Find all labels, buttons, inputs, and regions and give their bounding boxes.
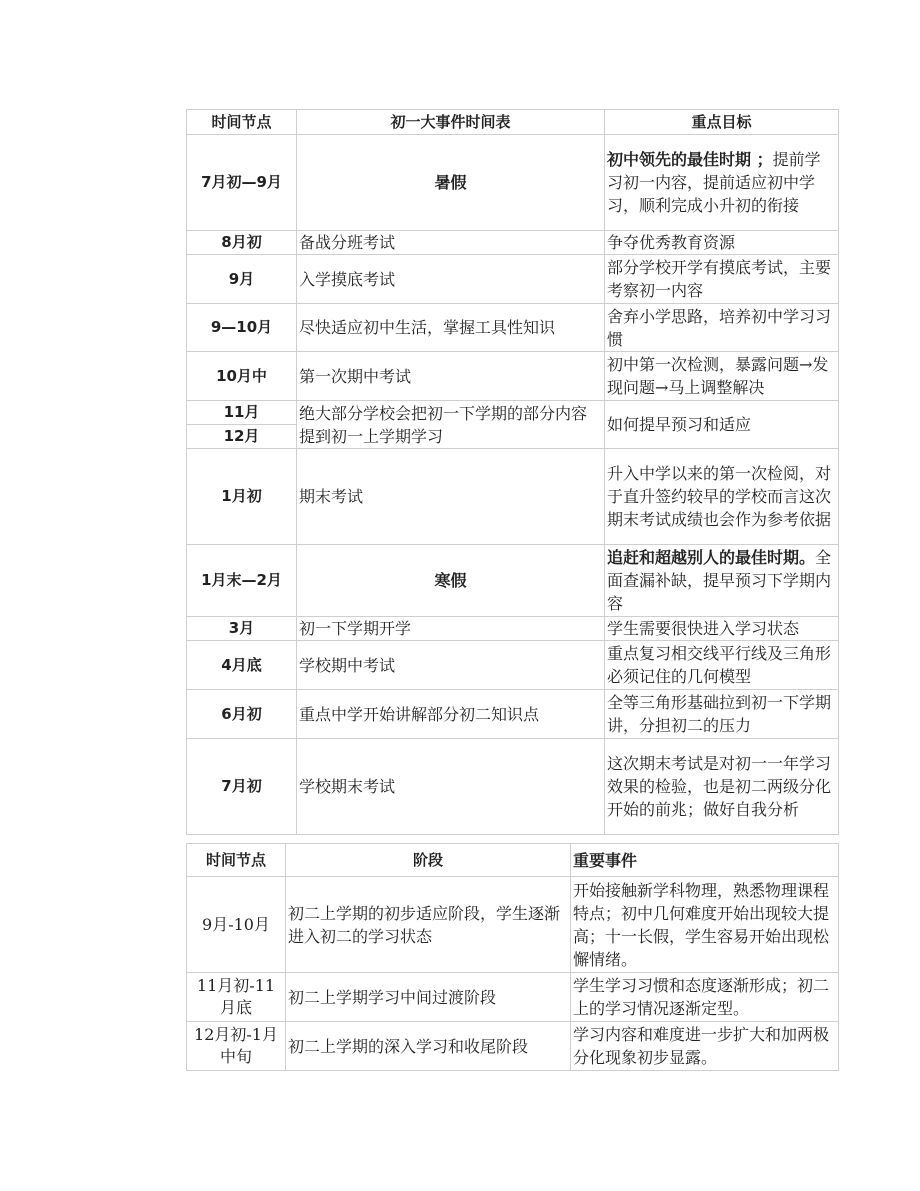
header-time: 时间节点 bbox=[187, 844, 286, 877]
event-cell: 初一下学期开学 bbox=[297, 617, 605, 641]
goal-cell bbox=[605, 545, 839, 617]
header-time: 时间节点 bbox=[187, 110, 297, 135]
time-cell: 8月初 bbox=[187, 231, 297, 255]
goal-cell: 学生需要很快进入学习状态 bbox=[605, 617, 839, 641]
grade7-timeline-table bbox=[186, 109, 839, 835]
goal-cell: 如何提早预习和适应 bbox=[605, 401, 839, 449]
event-cell: 入学摸底考试 bbox=[297, 255, 605, 304]
time-cell: 7月初—9月 bbox=[187, 135, 297, 231]
event-cell: 暑假 bbox=[297, 135, 605, 231]
header-stage: 阶段 bbox=[286, 844, 571, 877]
time-cell: 9—10月 bbox=[187, 304, 297, 352]
event-cell: 学生学习习惯和态度逐渐形成；初二上的学习情况逐渐定型。 bbox=[571, 973, 839, 1022]
stage-cell: 初二上学期的深入学习和收尾阶段 bbox=[286, 1022, 571, 1071]
event-cell: 尽快适应初中生活，掌握工具性知识 bbox=[297, 304, 605, 352]
event-cell: 第一次期中考试 bbox=[297, 352, 605, 401]
goal-cell: 全等三角形基础拉到初一下学期讲，分担初二的压力 bbox=[605, 690, 839, 739]
goal-text: 提前学习初一内容，提前适应初中学习，顺利完成小升初的衔接 bbox=[607, 150, 821, 215]
time-cell: 3月 bbox=[187, 617, 297, 641]
time-cell: 11月初-11月底 bbox=[187, 973, 286, 1022]
time-cell: 1月末—2月 bbox=[187, 545, 297, 617]
stage-cell: 初二上学期学习中间过渡阶段 bbox=[286, 973, 571, 1022]
stage-cell: 初二上学期的初步适应阶段，学生逐渐进入初二的学习状态 bbox=[286, 877, 571, 973]
event-cell: 重点中学开始讲解部分初二知识点 bbox=[297, 690, 605, 739]
time-cell: 1月初 bbox=[187, 449, 297, 545]
goal-text: 全面查漏补缺，提早预习下学期内容 bbox=[607, 548, 832, 613]
goal-bold: 初中领先的最佳时期 ； bbox=[607, 150, 773, 169]
header-event: 重要事件 bbox=[571, 844, 839, 877]
time-cell: 10月中 bbox=[187, 352, 297, 401]
event-cell: 学习内容和难度进一步扩大和加两极分化现象初步显露。 bbox=[571, 1022, 839, 1071]
event-cell: 备战分班考试 bbox=[297, 231, 605, 255]
time-cell: 9月 bbox=[187, 255, 297, 304]
time-cell: 9月-10月 bbox=[187, 877, 286, 973]
event-cell: 期末考试 bbox=[297, 449, 605, 545]
time-cell: 7月初 bbox=[187, 739, 297, 835]
time-cell: 4月底 bbox=[187, 641, 297, 690]
goal-cell: 舍弃小学思路，培养初中学习习惯 bbox=[605, 304, 839, 352]
goal-cell: 升入中学以来的第一次检阅，对于直升签约较早的学校而言这次期末考试成绩也会作为参考依据 bbox=[605, 449, 839, 545]
event-cell: 绝大部分学校会把初一下学期的部分内容提到初一上学期学习 bbox=[297, 401, 605, 449]
goal-cell: 这次期末考试是对初一一年学习效果的检验，也是初二两级分化开始的前兆；做好自我分析 bbox=[605, 739, 839, 835]
time-cell: 11月 bbox=[187, 401, 297, 425]
goal-cell: 争夺优秀教育资源 bbox=[605, 231, 839, 255]
goal-cell: 重点复习相交线平行线及三角形必须记住的几何模型 bbox=[605, 641, 839, 690]
time-cell: 12月 bbox=[187, 425, 297, 449]
goal-cell: 初中第一次检测，暴露问题→发现问题→马上调整解决 bbox=[605, 352, 839, 401]
header-goal: 重点目标 bbox=[605, 110, 839, 135]
goal-bold: 追赶和超越别人的最佳时期。 bbox=[607, 548, 816, 567]
event-cell: 学校期中考试 bbox=[297, 641, 605, 690]
event-cell: 寒假 bbox=[297, 545, 605, 617]
time-cell: 12月初-1月中旬 bbox=[187, 1022, 286, 1071]
header-event: 初一大事件时间表 bbox=[297, 110, 605, 135]
time-cell: 6月初 bbox=[187, 690, 297, 739]
event-cell: 学校期末考试 bbox=[297, 739, 605, 835]
grade8-stage-table bbox=[186, 843, 839, 1071]
event-cell: 开始接触新学科物理，熟悉物理课程特点；初中几何难度开始出现较大提高；十一长假，学生容易开始出现松懈情绪。 bbox=[571, 877, 839, 973]
goal-cell: 部分学校开学有摸底考试，主要考察初一内容 bbox=[605, 255, 839, 304]
goal-cell bbox=[605, 135, 839, 231]
